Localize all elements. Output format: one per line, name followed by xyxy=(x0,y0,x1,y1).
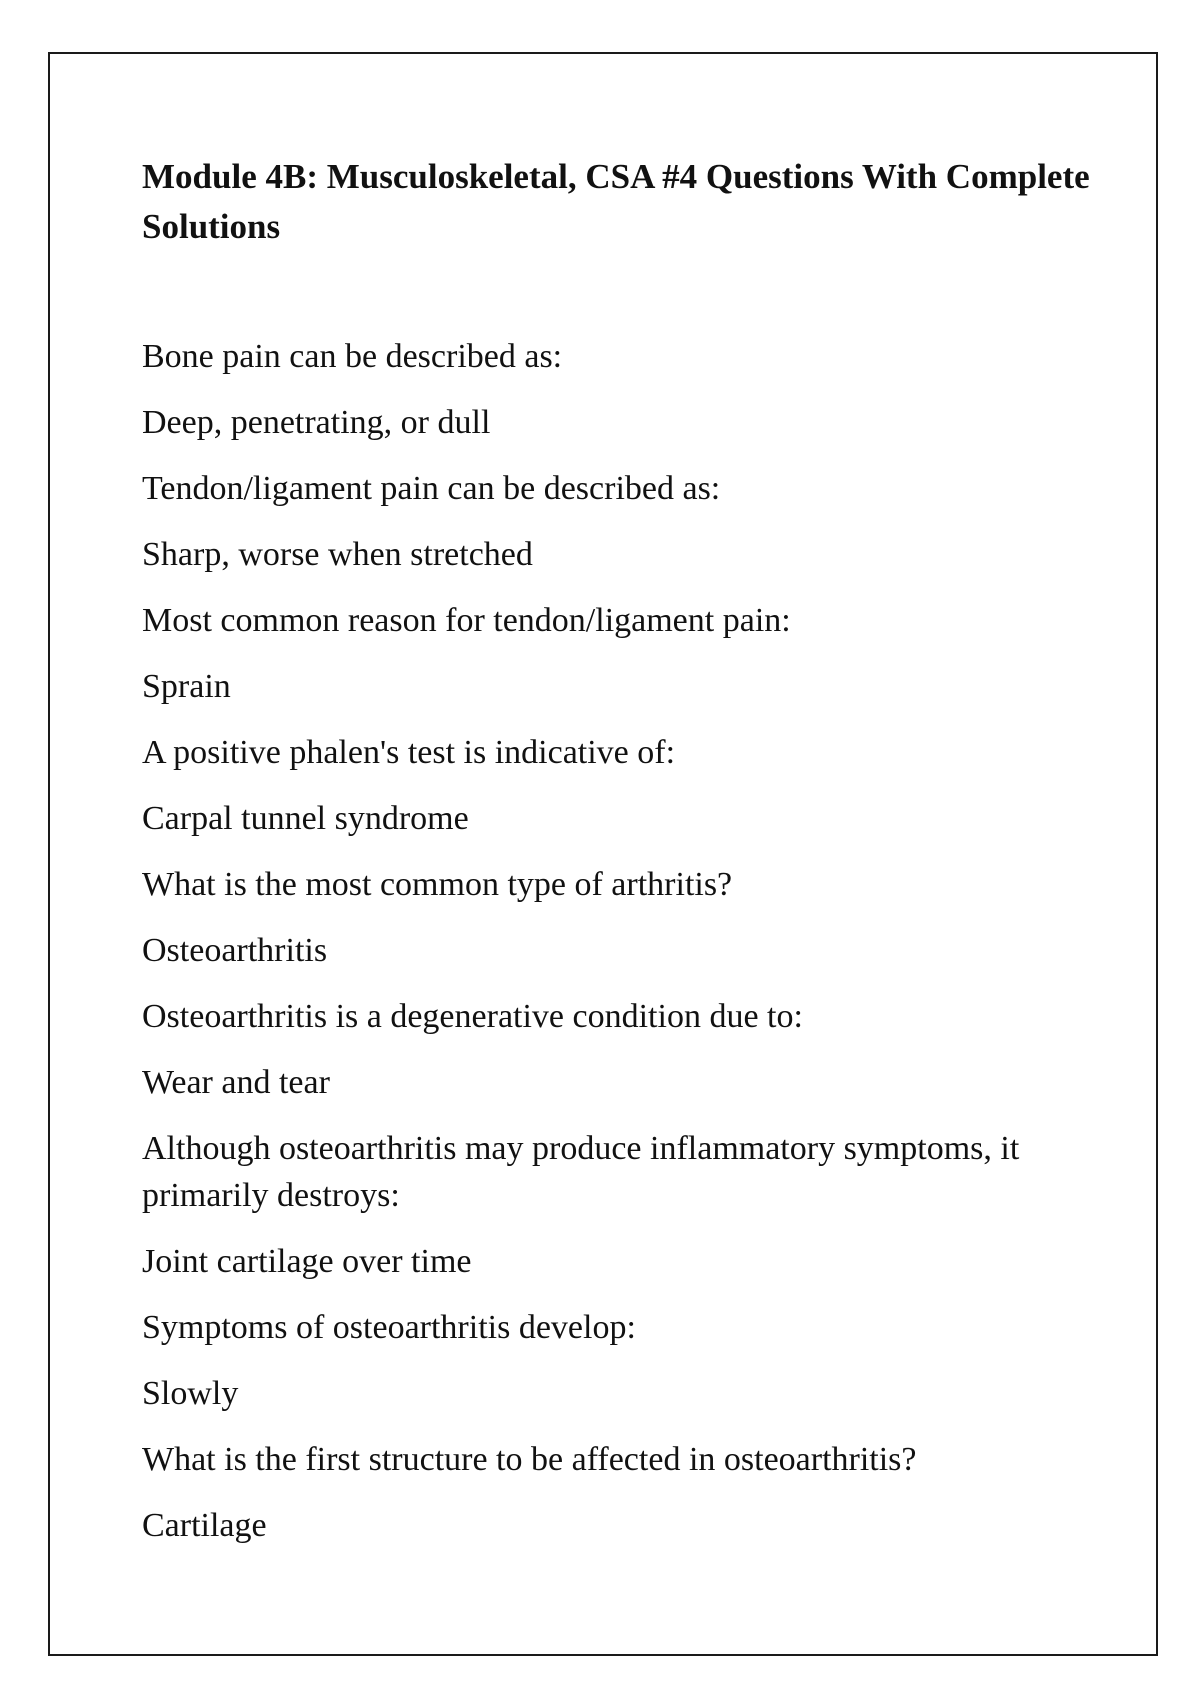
question-text: A positive phalen's test is indicative of: xyxy=(142,734,676,771)
question-text: Osteoarthritis is a degenerative condition due to: xyxy=(142,998,803,1035)
answer-text: Cartilage xyxy=(142,1507,267,1544)
document-title: Module 4B: Musculoskeletal, CSA #4 Questions With Complete Solutions xyxy=(142,157,1090,246)
answer-text: Slowly xyxy=(142,1375,239,1412)
answer-text: Deep, penetrating, or dull xyxy=(142,404,491,441)
question-text: Most common reason for tendon/ligament pain: xyxy=(142,602,791,639)
answer-text: Joint cartilage over time xyxy=(142,1243,472,1280)
question-text: Bone pain can be described as: xyxy=(142,338,563,375)
answer-text: Sharp, worse when stretched xyxy=(142,536,533,573)
qa-list xyxy=(142,333,1092,1549)
question-text: What is the most common type of arthritis? xyxy=(142,866,733,903)
question-text: Although osteoarthritis may produce inflammatory symptoms, it primarily destroys: xyxy=(142,1130,1020,1214)
answer-text: Osteoarthritis xyxy=(142,932,328,969)
question-text: Tendon/ligament pain can be described as: xyxy=(142,470,721,507)
document-content xyxy=(142,152,1092,1568)
question-text: Symptoms of osteoarthritis develop: xyxy=(142,1309,636,1346)
question-text: What is the first structure to be affected in osteoarthritis? xyxy=(142,1441,917,1478)
answer-text: Carpal tunnel syndrome xyxy=(142,800,469,837)
answer-text: Sprain xyxy=(142,668,231,705)
answer-text: Wear and tear xyxy=(142,1064,330,1101)
